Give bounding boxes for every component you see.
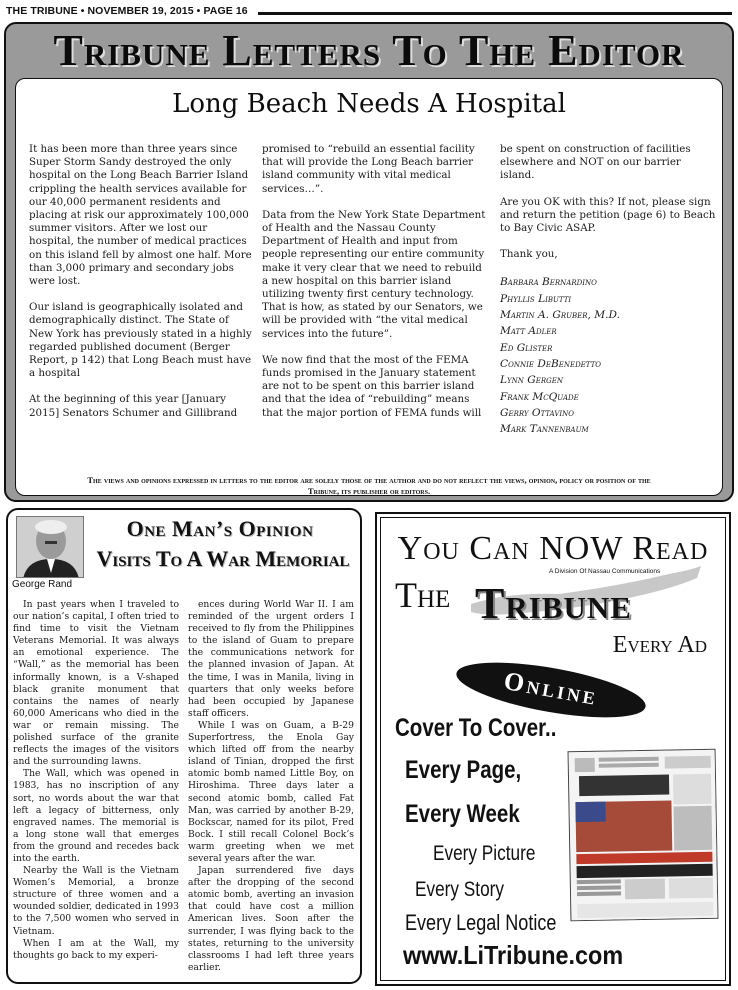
opinion-paragraph: The Wall, which was opened in 1983, has no inscription of any sort, no words about the war that left a legacy of bitterness, only engraved names. The memorial is a long stone wall that emerges from the ground and recedes back into the earth.	[13, 768, 179, 864]
opinion-paragraph: ences during World War II. I am reminded of the urgent orders I received to fly from the Philippines to the island of Guam to prepare the communications network for the planned invasion of Japan. At the time, I was in Manila, living in quarters that only weeks before had been occupied by Japanese staff officers.	[188, 599, 354, 719]
ad-the: The	[395, 575, 451, 615]
opinion-column	[6, 508, 362, 984]
ad-online-badge	[453, 660, 649, 720]
letter-paragraph: promised to “rebuild an essential facility that will provide the Long Beach barrier island community with vital medical services…”.	[262, 143, 475, 195]
letter-paragraph: Data from the New York State Department of Health and the Nassau County Department of Health and input from people representing our entire community make it very clear that we need to rebuild a new hospital on this barrier island utilizing twenty first century technology. That is how, as stated by our Senators, we will be provided with “the vital medical services into the future”.	[262, 208, 486, 340]
letter-paragraph: be spent on construction of facilities elsewhere and NOT on our barrier island.	[500, 143, 691, 182]
ad-every-legal-notice: Every Legal Notice	[405, 910, 557, 935]
ad-every-week: Every Week	[405, 800, 520, 828]
signature: Ed Glister	[500, 341, 553, 354]
letter-column-3	[500, 143, 716, 437]
letter-paragraph: Are you OK with this? If not, please sign and return the petition (page 6) to Beach to Bay Civic ASAP.	[500, 195, 716, 235]
letter-column-2	[262, 143, 488, 433]
author-portrait-icon	[17, 517, 84, 578]
letter-closing: Thank you,	[500, 248, 558, 261]
opinion-paragraph: Japan surrendered five days after the dropping of the second atomic bomb, averting an invasion that could have cost a million American lives. Soon after the surrender, I was flying back to the states, returning to the university classrooms I had left three years earlier.	[188, 865, 354, 973]
page-header	[0, 2, 738, 20]
ad-every-ad: Every Ad	[612, 632, 707, 658]
ad-online-text: Online	[501, 665, 601, 712]
signature: Martin A. Gruber, M.D.	[500, 309, 620, 322]
opinion-paragraph: When I am at the Wall, my thoughts go back to my experi-	[13, 937, 179, 961]
signature: Gerry Ottavino	[500, 406, 575, 419]
header-rule	[258, 12, 732, 15]
letters-banner: Tribune Letters To The Editor	[53, 26, 685, 75]
ad-tribune-logo	[469, 564, 705, 630]
signature: Barbara Bernardino	[500, 276, 597, 289]
ad-website-url: www.LiTribune.com	[403, 940, 624, 970]
opinion-paragraph: While I was on Guam, a B-29 Superfortress, the Enola Gay which lifted off from the nearby island of Tinian, dropped the first atomic bomb named Little Boy, on Hiroshima. Three days later a second atomic bomb, called Fat Man, was carried by another B-29, Bockscar, named for its pilot, Fred Bock. I still recall Colonel Bock’s warm greeting when we met several years after the war.	[188, 719, 354, 864]
ad-every-story: Every Story	[415, 878, 504, 901]
letter-paragraph: At the beginning of this year [January 2015] Senators Schumer and Gillibrand	[29, 393, 238, 419]
opinion-title: Visits To A War Memorial	[96, 546, 350, 571]
ad-every-picture: Every Picture	[433, 842, 536, 865]
opinion-text-column-1	[13, 599, 179, 962]
ad-inner-frame	[380, 517, 726, 981]
letter-paragraph: Our island is geographically isolated and demographically distinct. The State of New York has previously stated in a highly regarded published document (Berger Report, p 142) that Long Beach must have a hospital	[29, 301, 252, 380]
ad-every-page: Every Page,	[405, 756, 522, 784]
tribune-online-ad	[375, 512, 731, 986]
signature: Frank McQuade	[500, 390, 579, 403]
letter-headline: Long Beach Needs A Hospital	[172, 89, 566, 119]
ad-tribune-word: Tribune	[475, 579, 632, 628]
newspaper-thumbnail	[568, 749, 719, 922]
signature-list	[500, 274, 716, 437]
signature: Lynn Gergen	[500, 374, 563, 387]
ad-cover-to-cover: Cover To Cover..	[395, 714, 557, 742]
signature: Phyllis Libutti	[500, 292, 572, 305]
signature: Connie DeBenedetto	[500, 357, 601, 370]
page-header-text: THE TRIBUNE • NOVEMBER 19, 2015 • PAGE 16	[6, 5, 248, 17]
opinion-paragraph: Nearby the Wall is the Vietnam Women’s Memorial, a bronze structure of three women and a wounded soldier, dedicated in 1993 to the 7,500 women who served in Vietnam.	[13, 865, 179, 937]
newspaper-front-page-icon	[569, 750, 719, 922]
opinion-paragraph: In past years when I traveled to our nation’s capital, I often tried to find time to visit the Vietnam Veterans Memorial. It was always an emotional experience. The “Wall,” as the memorial has been informally known, is a V-shaped black granite monument that contains the names of nearly 60,000 Americans who died in the war or remain missing. The polished surface of the granite reflects the images of the visitors and the surrounding lawns.	[13, 599, 179, 768]
letter-paragraph: It has been more than three years since Super Storm Sandy destroyed the only hospital on the Long Beach Barrier Island crippling the health services available for our 40,000 permanent residents and placing at risk our approximately 100,000 summer visitors. After we lost our hospital, the number of medical practices on this island fell by almost one half. More than 3,000 primary and secondary jobs were lost.	[29, 143, 252, 288]
signature: Mark Tannenbaum	[500, 423, 589, 436]
opinion-text-column-2	[188, 599, 354, 974]
ad-headline: You Can NOW Read	[397, 530, 709, 567]
letter-paragraph: We now find that the most of the FEMA funds promised in the January statement are not to be spent on this barrier island and that the idea of “rebuilding” means that the major portion of FEMA funds will	[262, 353, 482, 419]
letters-section	[4, 22, 734, 502]
signature: Matt Adler	[500, 325, 557, 338]
ad-division-text: A Division Of Nassau Communications	[549, 568, 661, 575]
author-photo	[16, 516, 84, 578]
author-name: George Rand	[12, 579, 73, 590]
letter-column-1	[29, 143, 255, 433]
letters-disclaimer: The views and opinions expressed in letters to the editor are solely those of the author and do not reflect the views, opinion, policy or position of the Tribune, its publisher or editors.	[87, 475, 651, 496]
opinion-kicker: One Man’s Opinion	[126, 516, 314, 541]
letters-panel	[15, 78, 723, 496]
